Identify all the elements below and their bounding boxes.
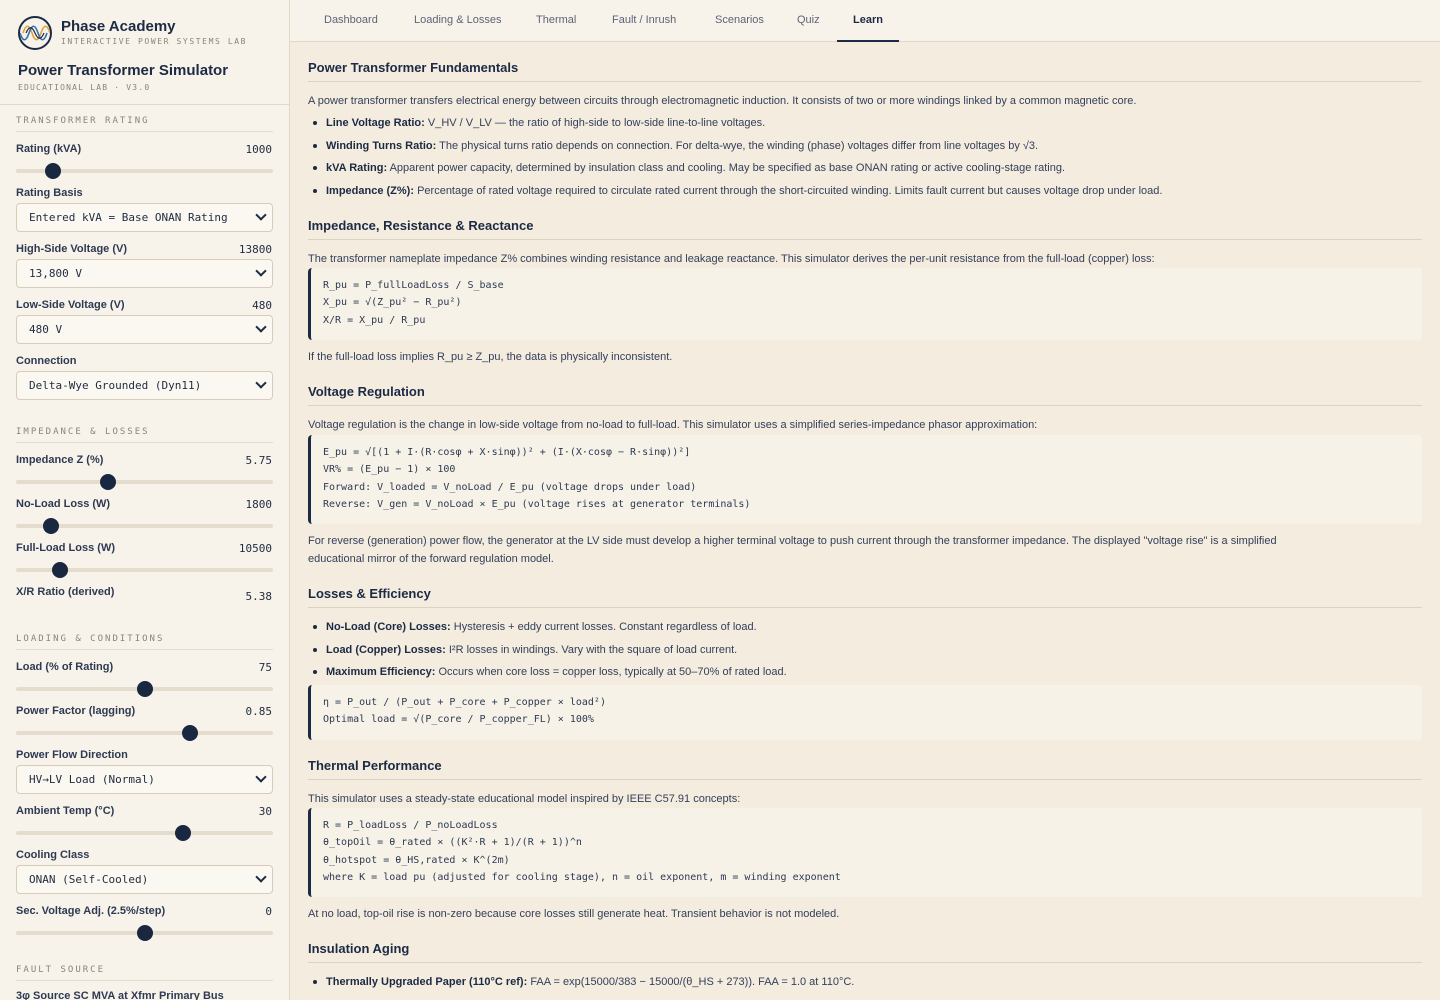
power-factor-value: 0.85 bbox=[245, 705, 272, 718]
section-transformer-rating: TRANSFORMER RATING bbox=[16, 116, 273, 132]
lv-voltage-select[interactable] bbox=[16, 315, 273, 344]
tab-quiz[interactable]: Quiz bbox=[797, 14, 820, 26]
connection-select[interactable] bbox=[16, 371, 273, 400]
cooling-class-label: Cooling Class bbox=[16, 849, 90, 861]
heading-fundamentals: Power Transformer Fundamentals bbox=[308, 60, 1422, 82]
lv-voltage-selected: 480 V bbox=[29, 323, 63, 336]
flow-direction-selected: HV→LV Load (Normal) bbox=[29, 773, 155, 786]
slider-thumb[interactable] bbox=[45, 163, 61, 179]
chevron-down-icon bbox=[255, 265, 266, 276]
flow-direction-label: Power Flow Direction bbox=[16, 749, 128, 761]
phase-academy-logo-icon bbox=[18, 16, 52, 50]
tab-fault-inrush[interactable]: Fault / Inrush bbox=[612, 14, 677, 26]
impedance-note: If the full-load loss implies R_pu ≥ Z_pu, the data is physically inconsistent. bbox=[308, 351, 673, 363]
power-factor-label: Power Factor (lagging) bbox=[16, 705, 136, 717]
hv-voltage-select[interactable] bbox=[16, 259, 273, 288]
hv-voltage-selected: 13,800 V bbox=[29, 267, 82, 280]
impedance-z-value: 5.75 bbox=[245, 454, 272, 467]
heading-voltage-regulation: Voltage Regulation bbox=[308, 384, 1422, 406]
top-tab-bar bbox=[290, 0, 1440, 42]
power-factor-slider[interactable] bbox=[16, 725, 273, 741]
list-item: kVA Rating: Apparent power capacity, determined by insulation class and cooling. May be specified as base ONAN rating or active cooling-stage rating. bbox=[326, 159, 1416, 177]
section-impedance-losses: IMPEDANCE & LOSSES bbox=[16, 427, 273, 443]
impedance-intro: The transformer nameplate impedance Z% combines winding resistance and leakage reactance. This simulator derives the per-unit resistance from the full-load (copper) loss: bbox=[308, 253, 1155, 265]
thermal-formula-block: R = P_loadLoss / P_noLoadLoss θ_topOil = θ_rated × ((K²·R + 1)/(R + 1))^n θ_hotspot = θ_HS,rated × K^(2m) where K = load pu (adjusted for cooling stage), n = oil exponent, m = winding exponent bbox=[308, 808, 1422, 897]
thermal-note: At no load, top-oil rise is non-zero because core losses still generate heat. Transient behavior is not modeled. bbox=[308, 908, 840, 920]
thermal-intro: This simulator uses a steady-state educational model inspired by IEEE C57.91 concepts: bbox=[308, 793, 741, 805]
list-item: Line Voltage Ratio: V_HV / V_LV — the ratio of high-side to low-side line-to-line voltages. bbox=[326, 114, 1416, 132]
full-load-loss-slider[interactable] bbox=[16, 562, 273, 578]
rating-kva-label: Rating (kVA) bbox=[16, 143, 82, 155]
impedance-z-label: Impedance Z (%) bbox=[16, 454, 104, 466]
list-item: Impedance (Z%): Percentage of rated voltage required to circulate rated current through the short-circuited winding. Limits fault current but causes voltage drop under load. bbox=[326, 182, 1416, 200]
chevron-down-icon bbox=[255, 377, 266, 388]
tab-dashboard[interactable]: Dashboard bbox=[324, 14, 378, 26]
list-item: Maximum Efficiency: Occurs when core loss = copper loss, typically at 50–70% of rated load. bbox=[326, 663, 1416, 681]
efficiency-formula-block: η = P_out / (P_out + P_core + P_copper × load²) Optimal load = √(P_core / P_copper_FL) × 100% bbox=[308, 685, 1422, 740]
tab-thermal[interactable]: Thermal bbox=[536, 14, 577, 26]
list-item: No-Load (Core) Losses: Hysteresis + eddy current losses. Constant regardless of load. bbox=[326, 618, 1416, 636]
cooling-class-select[interactable] bbox=[16, 865, 273, 894]
brand-header bbox=[0, 0, 289, 105]
slider-thumb[interactable] bbox=[100, 474, 116, 490]
list-item: Winding Turns Ratio: The physical turns ratio depends on connection. For delta-wye, the winding (phase) voltages differ from line voltages by √3. bbox=[326, 137, 1416, 155]
sec-voltage-adj-slider[interactable] bbox=[16, 925, 273, 941]
slider-thumb[interactable] bbox=[182, 725, 198, 741]
xr-ratio-value: 5.38 bbox=[245, 590, 272, 603]
load-pct-slider[interactable] bbox=[16, 681, 273, 697]
slider-thumb[interactable] bbox=[137, 681, 153, 697]
fault-source-label: 3φ Source SC MVA at Xfmr Primary Bus bbox=[16, 990, 224, 1000]
connection-label: Connection bbox=[16, 355, 77, 367]
rating-basis-select[interactable] bbox=[16, 203, 273, 232]
chevron-down-icon bbox=[255, 209, 266, 220]
list-item: Load (Copper) Losses: I²R losses in windings. Vary with the square of load current. bbox=[326, 641, 1416, 659]
heading-thermal-performance: Thermal Performance bbox=[308, 758, 1422, 780]
slider-thumb[interactable] bbox=[43, 518, 59, 534]
full-load-loss-label: Full-Load Loss (W) bbox=[16, 542, 115, 554]
heading-losses-efficiency: Losses & Efficiency bbox=[308, 586, 1422, 608]
xr-ratio-label: X/R Ratio (derived) bbox=[16, 586, 115, 598]
sec-voltage-adj-label: Sec. Voltage Adj. (2.5%/step) bbox=[16, 905, 166, 917]
regulation-note-line-1: For reverse (generation) power flow, the generator at the LV side must develop a higher terminal voltage to push current through the transformer impedance. The displayed "voltage rise" is a simplified bbox=[308, 535, 1277, 547]
ambient-temp-value: 30 bbox=[258, 805, 272, 818]
slider-track bbox=[16, 480, 273, 484]
tab-loading-losses[interactable]: Loading & Losses bbox=[414, 14, 502, 26]
load-pct-label: Load (% of Rating) bbox=[16, 661, 114, 673]
flow-direction-select[interactable] bbox=[16, 765, 273, 794]
brand-subtitle: INTERACTIVE POWER SYSTEMS LAB bbox=[61, 37, 248, 46]
rating-kva-value: 1000 bbox=[245, 143, 272, 156]
app-version: EDUCATIONAL LAB · V3.0 bbox=[18, 83, 151, 92]
rating-basis-label: Rating Basis bbox=[16, 187, 83, 199]
rating-kva-slider[interactable] bbox=[16, 163, 273, 179]
chevron-down-icon bbox=[255, 771, 266, 782]
tab-learn[interactable]: Learn bbox=[837, 0, 899, 42]
heading-impedance: Impedance, Resistance & Reactance bbox=[308, 218, 1422, 240]
lv-voltage-value: 480 bbox=[252, 299, 272, 312]
regulation-note-line-2: educational mirror of the forward regulation model. bbox=[308, 553, 554, 565]
load-pct-value: 75 bbox=[258, 661, 272, 674]
impedance-formula-block: R_pu = P_fullLoadLoss / S_base X_pu = √(Z_pu² − R_pu²) X/R = X_pu / R_pu bbox=[308, 268, 1422, 340]
chevron-down-icon bbox=[255, 871, 266, 882]
slider-track bbox=[16, 831, 273, 835]
brand-name: Phase Academy bbox=[61, 18, 176, 35]
hv-voltage-label: High-Side Voltage (V) bbox=[16, 243, 128, 255]
regulation-intro: Voltage regulation is the change in low-side voltage from no-load to full-load. This simulator uses a simplified series-impedance phasor approximation: bbox=[308, 419, 1038, 431]
section-fault-source: FAULT SOURCE bbox=[16, 965, 273, 981]
sec-voltage-adj-value: 0 bbox=[265, 905, 272, 918]
ambient-temp-slider[interactable] bbox=[16, 825, 273, 841]
lv-voltage-label: Low-Side Voltage (V) bbox=[16, 299, 125, 311]
section-loading-conditions: LOADING & CONDITIONS bbox=[16, 634, 273, 650]
list-item: Thermally Upgraded Paper (110°C ref): FAA = exp(15000/383 − 15000/(θ_HS + 273)). FAA = 1.0 at 110°C. bbox=[326, 973, 1416, 991]
slider-thumb[interactable] bbox=[137, 925, 153, 941]
sidebar bbox=[0, 0, 290, 1000]
no-load-loss-label: No-Load Loss (W) bbox=[16, 498, 111, 510]
rating-basis-selected: Entered kVA = Base ONAN Rating bbox=[29, 211, 228, 224]
learn-content bbox=[308, 42, 1422, 1000]
no-load-loss-slider[interactable] bbox=[16, 518, 273, 534]
slider-track bbox=[16, 731, 273, 735]
full-load-loss-value: 10500 bbox=[238, 542, 272, 555]
regulation-formula-block: E_pu = √[(1 + I·(R·cosφ + X·sinφ))² + (I·(X·cosφ − R·sinφ))²] VR% = (E_pu − 1) × 100 Forward: V_loaded = V_noLoad / E_pu (voltage drops under load) Reverse: V_gen = V_noLoad × E_pu (voltage rises at generator terminals) bbox=[308, 435, 1422, 524]
cooling-class-selected: ONAN (Self-Cooled) bbox=[29, 873, 149, 886]
connection-selected: Delta-Wye Grounded (Dyn11) bbox=[29, 379, 202, 392]
slider-thumb[interactable] bbox=[175, 825, 191, 841]
chevron-down-icon bbox=[255, 321, 266, 332]
no-load-loss-value: 1800 bbox=[245, 498, 272, 511]
heading-insulation-aging: Insulation Aging bbox=[308, 941, 1422, 963]
hv-voltage-value: 13800 bbox=[238, 243, 272, 256]
impedance-z-slider[interactable] bbox=[16, 474, 273, 490]
tab-scenarios[interactable]: Scenarios bbox=[715, 14, 764, 26]
ambient-temp-label: Ambient Temp (°C) bbox=[16, 805, 115, 817]
fundamentals-intro: A power transformer transfers electrical energy between circuits through electromagnetic induction. It consists of two or more windings linked by a common magnetic core. bbox=[308, 95, 1137, 107]
slider-thumb[interactable] bbox=[52, 562, 68, 578]
app-title: Power Transformer Simulator bbox=[18, 62, 229, 79]
